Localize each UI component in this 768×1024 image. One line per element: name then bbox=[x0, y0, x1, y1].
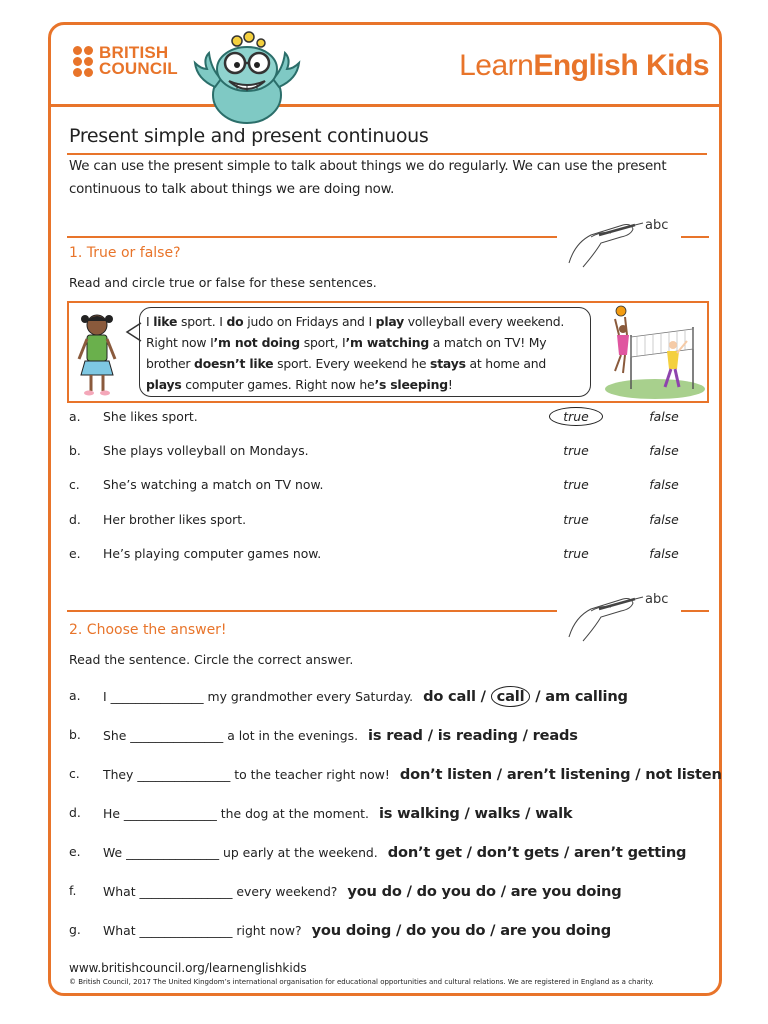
choose-answer-row bbox=[69, 880, 709, 904]
british-council-logo[interactable] bbox=[73, 45, 178, 77]
section2-title: 2. Choose the answer! bbox=[69, 622, 227, 638]
story-segment: I bbox=[146, 314, 154, 329]
story-segment: doesn’t like bbox=[194, 356, 274, 371]
british-council-dots-icon bbox=[73, 46, 93, 77]
false-option[interactable]: false bbox=[649, 512, 679, 527]
answer-option[interactable]: not listen bbox=[645, 766, 722, 783]
answer-option[interactable]: is reading bbox=[437, 727, 518, 744]
answer-blank[interactable]: _______________ bbox=[123, 806, 217, 821]
choose-answer-row bbox=[69, 919, 709, 943]
item-letter: d. bbox=[69, 512, 81, 527]
false-option[interactable]: false bbox=[649, 443, 679, 458]
section1-title: 1. True or false? bbox=[69, 245, 181, 261]
story-segment: do bbox=[226, 314, 244, 329]
section1-instruction: Read and circle true or false for these sentences. bbox=[69, 275, 377, 290]
sentence-end: up early at the weekend. bbox=[223, 845, 378, 860]
true-option[interactable]: true bbox=[563, 512, 589, 527]
intro-paragraph: We can use the present simple to talk about things we do regularly. We can use the present continuous to talk about things we are doing now. bbox=[69, 159, 667, 197]
footer-url[interactable]: www.britishcouncil.org/learnenglishkids bbox=[69, 961, 307, 975]
item-sentence: Her brother likes sport. bbox=[103, 512, 247, 527]
story-segment: ! bbox=[447, 377, 453, 392]
true-false-row bbox=[69, 443, 689, 463]
story-segment: play bbox=[375, 314, 405, 329]
learnenglish-kids-logo[interactable] bbox=[459, 49, 709, 83]
story-segment: ’m watching bbox=[345, 335, 430, 350]
header bbox=[51, 25, 719, 107]
sentence-end: a lot in the evenings. bbox=[227, 728, 359, 743]
choose-answer-row bbox=[69, 802, 709, 826]
true-option[interactable]: true bbox=[563, 546, 589, 561]
true-false-row bbox=[69, 512, 689, 532]
true-option[interactable]: true bbox=[563, 443, 589, 458]
footer-copyright: © British Council, 2017 The United Kingdom’s international organisation for educational opportunities and cultural relations. We are registered in England as a charity. bbox=[69, 978, 654, 986]
item-letter: g. bbox=[69, 922, 81, 937]
answer-option[interactable]: do call bbox=[423, 688, 476, 705]
answer-option[interactable]: don’t gets bbox=[476, 844, 560, 861]
answer-option[interactable]: aren’t getting bbox=[574, 844, 687, 861]
story-segment: ’s sleeping bbox=[374, 377, 448, 392]
story-segment: volleyball every weekend. Right now I bbox=[146, 314, 565, 350]
item-sentence: He’s playing computer games now. bbox=[103, 546, 322, 561]
answer-options: is read / is reading / reads bbox=[368, 727, 578, 744]
choose-answer-row bbox=[69, 724, 709, 748]
section2-divider-left bbox=[67, 610, 557, 612]
answer-option[interactable]: do you do bbox=[416, 883, 496, 900]
sentence-start: She bbox=[103, 728, 127, 743]
item-letter: d. bbox=[69, 805, 81, 820]
answer-option[interactable]: walks bbox=[474, 805, 521, 822]
answer-options: do call / call / am calling bbox=[423, 688, 628, 705]
sentence-start: He bbox=[103, 806, 120, 821]
item-letter: e. bbox=[69, 546, 81, 561]
item-letter: a. bbox=[69, 688, 81, 703]
item-sentence: She’s watching a match on TV now. bbox=[103, 477, 324, 492]
worksheet-frame bbox=[48, 22, 722, 996]
false-option[interactable]: false bbox=[649, 477, 679, 492]
sentence-start: We bbox=[103, 845, 123, 860]
abc-label-2: abc bbox=[645, 592, 669, 607]
speech-bubble bbox=[139, 307, 591, 397]
story-segment: sport, I bbox=[299, 335, 346, 350]
answer-option[interactable]: don’t listen bbox=[399, 766, 492, 783]
answer-option[interactable]: walk bbox=[535, 805, 573, 822]
answer-option[interactable]: you doing bbox=[311, 922, 392, 939]
answer-option[interactable]: aren’t listening bbox=[506, 766, 631, 783]
answer-blank[interactable]: _______________ bbox=[137, 767, 231, 782]
story-segment: computer games. Right now he bbox=[181, 377, 375, 392]
story-segment: ’m not doing bbox=[213, 335, 300, 350]
sentence-end: the dog at the moment. bbox=[220, 806, 369, 821]
story-segment: at home and bbox=[465, 356, 547, 371]
sentence-end: my grandmother every Saturday. bbox=[207, 689, 414, 704]
logo-learn-text: Learn bbox=[459, 49, 534, 82]
true-false-row bbox=[69, 409, 689, 429]
answer-option[interactable]: am calling bbox=[545, 688, 628, 705]
answer-option[interactable]: you do bbox=[347, 883, 402, 900]
item-letter: b. bbox=[69, 443, 81, 458]
section2-instruction: Read the sentence. Circle the correct answer. bbox=[69, 652, 354, 667]
true-false-row bbox=[69, 546, 689, 566]
answer-options: you do / do you do / are you doing bbox=[347, 883, 622, 900]
sentence-start: I bbox=[103, 689, 107, 704]
answer-option[interactable]: do you do bbox=[406, 922, 486, 939]
sentence-end: right now? bbox=[236, 923, 302, 938]
item-letter: c. bbox=[69, 766, 80, 781]
answer-option[interactable]: don’t get bbox=[387, 844, 462, 861]
sentence-start: They bbox=[103, 767, 134, 782]
answer-option[interactable]: is read bbox=[368, 727, 423, 744]
section1-divider-left bbox=[67, 236, 557, 238]
answer-options: don’t get / don’t gets / aren’t getting bbox=[387, 844, 687, 861]
story-box bbox=[67, 301, 709, 403]
item-sentence: She plays volleyball on Mondays. bbox=[103, 443, 309, 458]
volleyball-illustration bbox=[601, 305, 707, 401]
choose-answer-row bbox=[69, 763, 722, 787]
abc-label: abc bbox=[645, 218, 669, 233]
answer-option[interactable]: are you doing bbox=[510, 883, 622, 900]
answer-option[interactable]: call bbox=[491, 686, 531, 707]
choose-answer-row bbox=[69, 841, 709, 865]
bc-logo-line-2: COUNCIL bbox=[99, 59, 178, 78]
answer-option[interactable]: is walking bbox=[378, 805, 460, 822]
false-option[interactable]: false bbox=[649, 409, 679, 424]
item-sentence: She likes sport. bbox=[103, 409, 198, 424]
answer-blank[interactable]: _______________ bbox=[139, 884, 233, 899]
girl-illustration bbox=[73, 309, 121, 399]
sentence-start: What bbox=[103, 923, 136, 938]
true-option[interactable]: true bbox=[563, 477, 589, 492]
answer-blank[interactable]: _______________ bbox=[130, 728, 224, 743]
answer-option[interactable]: are you doing bbox=[500, 922, 611, 939]
item-letter: a. bbox=[69, 409, 81, 424]
bc-logo-line-1: BRITISH bbox=[99, 43, 169, 62]
story-segment: a match on TV! My brother bbox=[146, 335, 547, 371]
monster-mascot-icon bbox=[191, 29, 303, 127]
sentence-end: to the teacher right now! bbox=[234, 767, 390, 782]
answer-options: you doing / do you do / are you doing bbox=[311, 922, 611, 939]
answer-blank[interactable]: _______________ bbox=[110, 689, 204, 704]
story-segment: plays bbox=[146, 377, 182, 392]
logo-english-kids-text: English Kids bbox=[533, 49, 709, 82]
story-segment: stays bbox=[430, 356, 466, 371]
pen-writing-icon bbox=[561, 213, 691, 269]
answer-options: don’t listen / aren’t listening / not listen bbox=[399, 766, 722, 783]
page-title: Present simple and present continuous bbox=[69, 125, 429, 147]
true-option[interactable]: true bbox=[549, 407, 603, 426]
story-segment: sport. I bbox=[177, 314, 227, 329]
true-false-row bbox=[69, 477, 689, 497]
false-option[interactable]: false bbox=[649, 546, 679, 561]
choose-answer-row bbox=[69, 685, 709, 709]
sentence-start: What bbox=[103, 884, 136, 899]
answer-option[interactable]: reads bbox=[532, 727, 578, 744]
item-letter: e. bbox=[69, 844, 81, 859]
story-segment: sport. Every weekend he bbox=[273, 356, 431, 371]
pen-writing-icon-2 bbox=[561, 587, 691, 643]
item-letter: c. bbox=[69, 477, 80, 492]
sentence-end: every weekend? bbox=[236, 884, 338, 899]
story-segment: judo on Fridays and I bbox=[243, 314, 376, 329]
answer-blank[interactable]: _______________ bbox=[126, 845, 220, 860]
item-letter: f. bbox=[69, 883, 77, 898]
story-segment: like bbox=[153, 314, 178, 329]
item-letter: b. bbox=[69, 727, 81, 742]
answer-options: is walking / walks / walk bbox=[378, 805, 573, 822]
answer-blank[interactable]: _______________ bbox=[139, 923, 233, 938]
